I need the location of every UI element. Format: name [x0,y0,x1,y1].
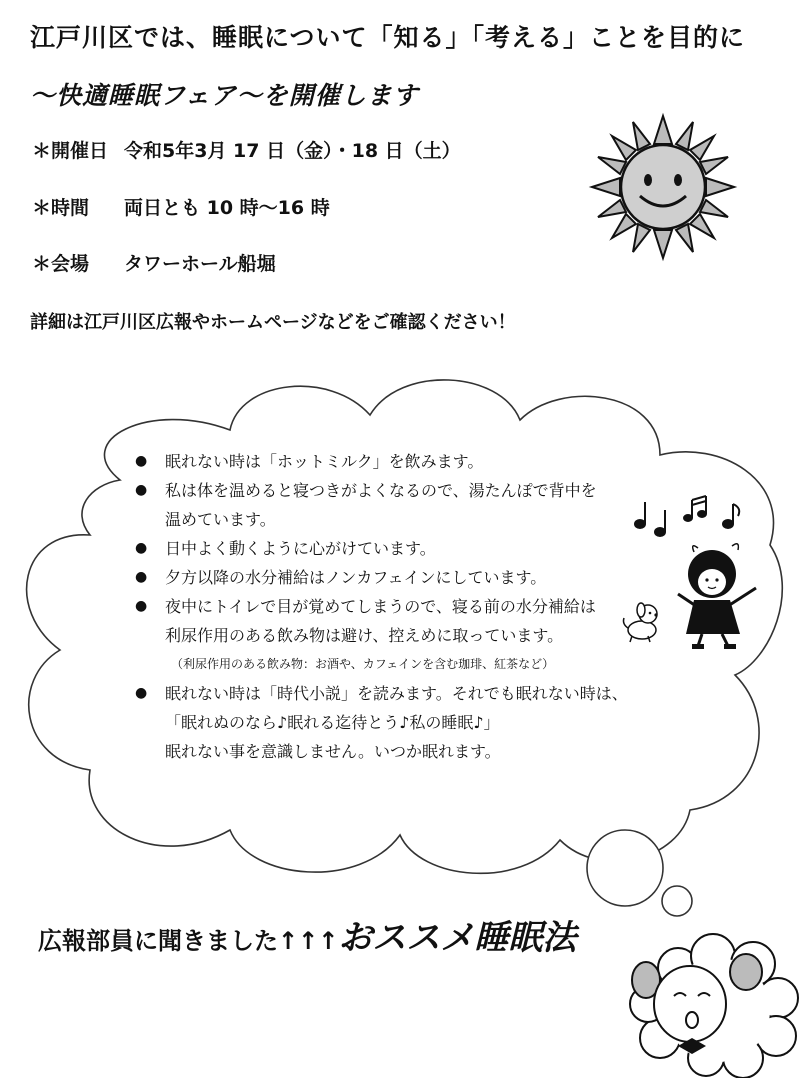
event-time-row [32,193,330,220]
event-time-value: 両日とも 10 時～16 時 [124,197,330,219]
tip-text: 日中よく動くように心がけています。 [165,539,436,558]
tip-text: 利尿作用のある飲み物は避け、控えめに取っています。 [165,626,564,645]
page-subtitle: ～快適睡眠フェア～を開催します [30,81,419,110]
event-time-label: ＊時間 [32,197,90,219]
details-notice: 詳細は江戸川区広報やホームページなどをご確認ください！ [30,312,516,333]
list-item [135,592,628,679]
tip-text: 眠れない時は「時代小説」を読みます。それでも眠れない時は、 [165,684,628,703]
tip-text: 私は体を温めると寝つきがよくなるので、湯たんぽで背中を [165,481,597,500]
music-notes-icon [632,494,752,542]
tip-text: 夕方以降の水分補給はノンカフェインにしています。 [165,568,547,587]
bullet-icon: ● [135,569,148,585]
dancing-girl-icon [668,540,772,652]
event-venue-value: タワーホール船堀 [124,253,276,275]
bullet-icon: ● [135,482,148,498]
bullet-icon: ● [135,540,148,556]
event-venue-label: ＊会場 [32,253,90,275]
footer-lead: 広報部員に聞きました↑↑↑ [38,927,339,955]
tip-footnote: （利尿作用のある飲み物：お酒や、カフェインを含む珈琲、紅茶など） [171,657,555,671]
list-item [135,563,628,592]
bullet-icon: ● [135,453,148,469]
list-item [135,476,628,534]
tips-list [135,447,628,766]
list-item [135,447,628,476]
section-footer [38,910,576,959]
event-venue-row [32,249,276,276]
smiling-sun-icon [588,112,738,262]
tip-text: 眠れない事を意識しません。いつか眠れます。 [165,742,501,761]
tip-text: 「眠れぬのなら♪眠れる迄待とう♪私の睡眠♪」 [165,713,500,732]
event-date-label: ＊開催日 [32,140,109,162]
dog-icon [618,600,668,644]
tip-text: 眠れない時は「ホットミルク」を飲みます。 [165,452,484,471]
bullet-icon: ● [135,685,148,701]
page-title: 江戸川区では、睡眠について「知る」「考える」ことを目的に [30,23,746,52]
tip-text: 温めています。 [165,510,276,529]
tip-text: 夜中にトイレで目が覚めてしまうので、寝る前の水分補給は [165,597,596,616]
event-date-row [32,136,461,163]
sheep-icon [618,928,800,1078]
bullet-icon: ● [135,598,148,614]
event-date-value: 令和5年3月 17 日（金）・18 日（土） [124,140,461,162]
list-item [135,679,628,766]
footer-highlight: おススメ睡眠法 [338,918,577,958]
list-item [135,534,628,563]
